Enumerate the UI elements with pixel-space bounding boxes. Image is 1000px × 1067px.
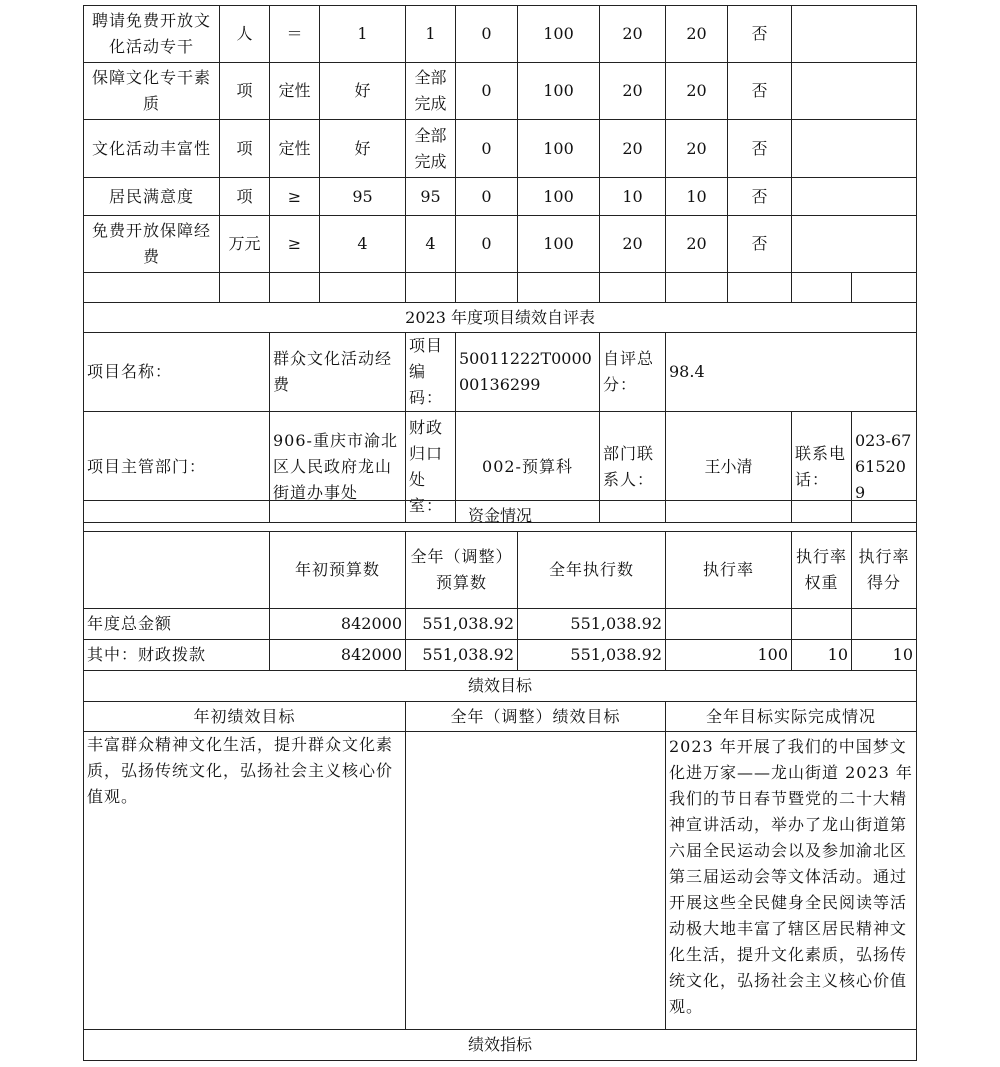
indicator-rate: 100 bbox=[518, 6, 600, 63]
indicator-unit: 项 bbox=[220, 63, 270, 120]
col-adjusted-goal: 全年（调整）绩效目标 bbox=[406, 702, 666, 732]
col-executed: 全年执行数 bbox=[518, 532, 666, 609]
funds-goals-table bbox=[83, 500, 917, 1061]
indicator-remark bbox=[792, 63, 917, 120]
empty-cell bbox=[456, 273, 518, 303]
table-row bbox=[84, 216, 917, 273]
indicator-flag: 否 bbox=[728, 216, 792, 273]
funds-row-label: 年度总金额 bbox=[84, 609, 270, 640]
indicator-rate: 100 bbox=[518, 63, 600, 120]
indicator-flag: 否 bbox=[728, 120, 792, 178]
funds-section-row bbox=[84, 501, 917, 532]
indicator-unit: 万元 bbox=[220, 216, 270, 273]
evaluation-form bbox=[83, 302, 917, 523]
table-row bbox=[84, 6, 917, 63]
indicator-operator: ≥ bbox=[270, 216, 320, 273]
initial-goal-text: 丰富群众精神文化生活，提升群众文化素质，弘扬传统文化，弘扬社会主义核心价值观。 bbox=[84, 732, 406, 1030]
indicator-deviation: 0 bbox=[456, 6, 518, 63]
indicator-name: 聘请免费开放文化活动专干 bbox=[84, 6, 220, 63]
indicator-name: 免费开放保障经费 bbox=[84, 216, 220, 273]
indicator-remark bbox=[792, 216, 917, 273]
adjusted-goal-text bbox=[406, 732, 666, 1030]
indicator-target: 95 bbox=[320, 178, 406, 216]
col-exec-rate: 执行率 bbox=[666, 532, 792, 609]
funds-rate: 100 bbox=[666, 640, 792, 671]
empty-cell bbox=[270, 273, 320, 303]
col-initial-budget: 年初预算数 bbox=[270, 532, 406, 609]
indicator-name: 文化活动丰富性 bbox=[84, 120, 220, 178]
self-score-label: 自评总分： bbox=[600, 333, 666, 412]
empty-cell bbox=[852, 273, 917, 303]
funds-initial: 842000 bbox=[270, 609, 406, 640]
indicator-deviation: 0 bbox=[456, 120, 518, 178]
indicator-actual: 全部完成 bbox=[406, 120, 456, 178]
funds-score: 10 bbox=[852, 640, 917, 671]
phone: 023-67615209 bbox=[852, 412, 917, 523]
footer-section-row bbox=[84, 1030, 917, 1061]
empty-cell bbox=[320, 273, 406, 303]
goals-content-row bbox=[84, 732, 917, 1030]
indicator-score: 10 bbox=[666, 178, 728, 216]
indicator-weight: 20 bbox=[600, 6, 666, 63]
indicator-operator: ＝ bbox=[270, 6, 320, 63]
indicator-target: 好 bbox=[320, 63, 406, 120]
form-title-row bbox=[84, 303, 917, 333]
indicator-score: 20 bbox=[666, 216, 728, 273]
empty-cell bbox=[792, 273, 852, 303]
indicator-flag: 否 bbox=[728, 178, 792, 216]
indicator-unit: 项 bbox=[220, 120, 270, 178]
indicator-rate: 100 bbox=[518, 120, 600, 178]
indicator-actual: 4 bbox=[406, 216, 456, 273]
indicator-table bbox=[83, 5, 917, 303]
indicator-deviation: 0 bbox=[456, 216, 518, 273]
table-row bbox=[84, 640, 917, 671]
indicator-target: 4 bbox=[320, 216, 406, 273]
indicator-actual: 95 bbox=[406, 178, 456, 216]
indicator-name: 保障文化专干素质 bbox=[84, 63, 220, 120]
col-rate-score: 执行率得分 bbox=[852, 532, 917, 609]
indicator-rate: 100 bbox=[518, 178, 600, 216]
indicator-score: 20 bbox=[666, 6, 728, 63]
funds-weight bbox=[792, 609, 852, 640]
indicator-deviation: 0 bbox=[456, 178, 518, 216]
funds-adjusted: 551,038.92 bbox=[406, 640, 518, 671]
phone-label: 联系电话： bbox=[792, 412, 852, 523]
funds-section-title: 资金情况 bbox=[84, 501, 917, 532]
indicator-unit: 人 bbox=[220, 6, 270, 63]
table-row bbox=[84, 63, 917, 120]
empty-cell bbox=[600, 273, 666, 303]
indicator-unit: 项 bbox=[220, 178, 270, 216]
col-initial-goal: 年初绩效目标 bbox=[84, 702, 406, 732]
funds-initial: 842000 bbox=[270, 640, 406, 671]
indicator-actual: 1 bbox=[406, 6, 456, 63]
contact: 王小清 bbox=[666, 412, 792, 523]
table-row bbox=[84, 273, 917, 303]
indicator-operator: 定性 bbox=[270, 63, 320, 120]
indicator-remark bbox=[792, 120, 917, 178]
empty-cell bbox=[84, 273, 220, 303]
empty-cell bbox=[220, 273, 270, 303]
funds-score bbox=[852, 609, 917, 640]
empty-cell bbox=[406, 273, 456, 303]
funds-executed: 551,038.92 bbox=[518, 609, 666, 640]
funds-rate bbox=[666, 609, 792, 640]
indicator-weight: 10 bbox=[600, 178, 666, 216]
form-title: 2023 年度项目绩效自评表 bbox=[84, 303, 917, 333]
col-adjusted-budget: 全年（调整）预算数 bbox=[406, 532, 518, 609]
table-row bbox=[84, 333, 917, 412]
indicator-flag: 否 bbox=[728, 6, 792, 63]
empty-cell bbox=[84, 532, 270, 609]
self-score: 98.4 bbox=[666, 333, 917, 412]
indicator-name: 居民满意度 bbox=[84, 178, 220, 216]
indicator-weight: 20 bbox=[600, 216, 666, 273]
indicator-deviation: 0 bbox=[456, 63, 518, 120]
dept: 906-重庆市渝北区人民政府龙山街道办事处 bbox=[270, 412, 406, 523]
empty-cell bbox=[666, 273, 728, 303]
goals-header-row bbox=[84, 702, 917, 732]
finance-label: 财政归口处室： bbox=[406, 412, 456, 523]
goals-section-title: 绩效目标 bbox=[84, 671, 917, 702]
empty-cell bbox=[518, 273, 600, 303]
indicator-weight: 20 bbox=[600, 63, 666, 120]
table-row bbox=[84, 609, 917, 640]
project-name-label: 项目名称： bbox=[84, 333, 270, 412]
contact-label: 部门联系人： bbox=[600, 412, 666, 523]
indicator-flag: 否 bbox=[728, 63, 792, 120]
project-code: 50011222T000000136299 bbox=[456, 333, 600, 412]
col-actual-completion: 全年目标实际完成情况 bbox=[666, 702, 917, 732]
actual-completion-text: 2023 年开展了我们的中国梦文化进万家——龙山街道 2023 年我们的节日春节暨党的二十大精神宣讲活动，举办了龙山街道第六届全民运动会以及参加渝北区第三届运动会等文体活动。通过开展这些全民健身全民阅读等活动极大地丰富了辖区居民精神文化生活，提升文化素质，弘扬传统文化，弘扬社会主义核心价值观。 bbox=[666, 732, 917, 1030]
funds-executed: 551,038.92 bbox=[518, 640, 666, 671]
indicators-section-title: 绩效指标 bbox=[84, 1030, 917, 1061]
indicator-target: 好 bbox=[320, 120, 406, 178]
project-code-label: 项目编码： bbox=[406, 333, 456, 412]
indicator-operator: 定性 bbox=[270, 120, 320, 178]
indicator-rate: 100 bbox=[518, 216, 600, 273]
empty-cell bbox=[728, 273, 792, 303]
indicator-operator: ≥ bbox=[270, 178, 320, 216]
table-row bbox=[84, 178, 917, 216]
finance: 002-预算科 bbox=[456, 412, 600, 523]
funds-adjusted: 551,038.92 bbox=[406, 609, 518, 640]
indicator-weight: 20 bbox=[600, 120, 666, 178]
indicator-score: 20 bbox=[666, 120, 728, 178]
indicator-remark bbox=[792, 178, 917, 216]
funds-row-label: 其中：财政拨款 bbox=[84, 640, 270, 671]
table-row bbox=[84, 120, 917, 178]
indicator-remark bbox=[792, 6, 917, 63]
funds-weight: 10 bbox=[792, 640, 852, 671]
funds-header-row bbox=[84, 532, 917, 609]
indicator-actual: 全部完成 bbox=[406, 63, 456, 120]
indicator-target: 1 bbox=[320, 6, 406, 63]
goals-section-row bbox=[84, 671, 917, 702]
dept-label: 项目主管部门： bbox=[84, 412, 270, 523]
col-rate-weight: 执行率权重 bbox=[792, 532, 852, 609]
indicator-score: 20 bbox=[666, 63, 728, 120]
project-name: 群众文化活动经费 bbox=[270, 333, 406, 412]
